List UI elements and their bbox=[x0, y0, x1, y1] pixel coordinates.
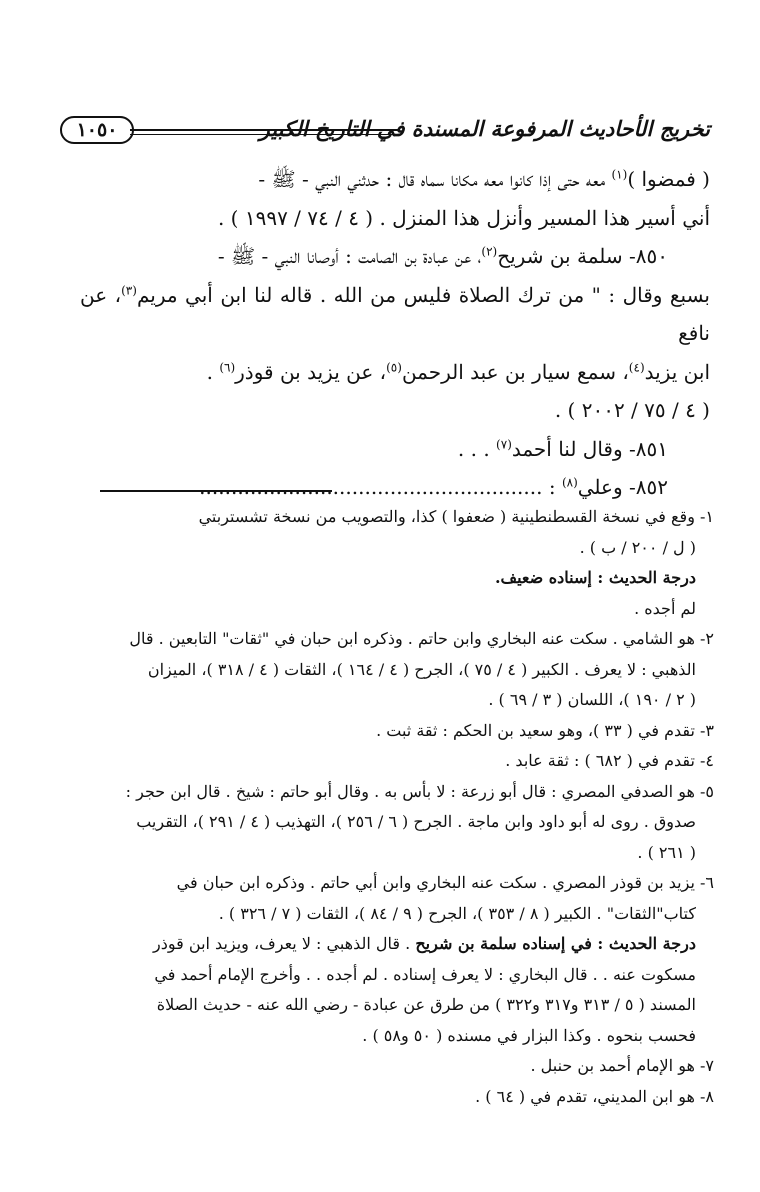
footnote-ref: (٨) bbox=[561, 475, 578, 490]
main-line bbox=[80, 353, 710, 392]
footnote-ref: (٤) bbox=[628, 359, 645, 374]
text-span: ٨٥٠- سلمة بن شريح bbox=[497, 244, 668, 268]
main-text bbox=[80, 160, 710, 507]
footnote-ref: (٧) bbox=[496, 436, 512, 451]
footnote-1-cont: لم أجده . bbox=[634, 598, 696, 618]
text-span: . قال الذهبي : لا يعرف، ويزيد ابن قوذر bbox=[153, 934, 411, 953]
footnote-1-cont: ( ل / ٢٠٠ / ب ) . bbox=[579, 537, 696, 557]
hadith-852-line bbox=[80, 468, 710, 507]
footnote-2-cont: ( ٢ / ١٩٠ )، اللسان ( ٣ / ٦٩ ) . bbox=[488, 690, 696, 709]
text-span: ، عن يزيد بن قوذر bbox=[235, 359, 387, 384]
footnote-6: ٦- يزيد بن قوذر المصري . سكت عنه البخاري وابن أبي حاتم . وذكره ابن حبان في bbox=[176, 873, 714, 892]
hadith-850-line bbox=[80, 237, 710, 276]
main-line bbox=[80, 276, 710, 353]
text-span: : ...................................................... bbox=[199, 475, 562, 499]
text-span: ٨٥٢- وعلي bbox=[577, 475, 668, 499]
footnote-5-cont: ( ٢٦١ ) . bbox=[637, 842, 696, 862]
footnote-ref: (٣) bbox=[121, 282, 137, 297]
footnote-6-cont bbox=[78, 929, 714, 960]
text-span: . bbox=[206, 359, 220, 384]
page-header bbox=[60, 112, 710, 148]
hadith-grade: درجة الحديث : في إسناده سلمة بن شريح bbox=[415, 934, 696, 953]
footnote-2-cont: الذهبي : لا يعرف . الكبير ( ٤ / ٧٥ )، الجرح ( ٤ / ١٦٤ )، الثقات ( ٤ / ٣١٨ )، الميزان bbox=[147, 659, 696, 679]
text-span: بسبع وقال : " من ترك الصلاة فليس من الله . قاله لنا ابن أبي مريم bbox=[136, 282, 710, 307]
hadith-851-line bbox=[80, 430, 710, 469]
main-line: أني أسير هذا المسير وأنزل هذا المنزل . ( ٤ / ٧٤ / ١٩٩٧ ) . bbox=[217, 205, 710, 230]
footnote-6-cont: كتاب"الثقات" . الكبير ( ٨ / ٣٥٣ )، الجرح ( ٩ / ٨٤ )، الثقات ( ٧ / ٣٢٦ ) . bbox=[218, 903, 696, 923]
footnote-7: ٧- هو الإمام أحمد بن حنبل . bbox=[530, 1056, 714, 1075]
footnote-ref: (٦) bbox=[219, 359, 236, 374]
text-span: ، سمع سيار بن عبد الرحمن bbox=[401, 359, 629, 384]
footnote-3: ٣- تقدم في ( ٣٣ )، وهو سعيد بن الحكم : ثقة ثبت . bbox=[376, 720, 714, 740]
footnote-8: ٨- هو ابن المديني، تقدم في ( ٦٤ ) . bbox=[475, 1086, 714, 1106]
footnote-5-cont: صدوق . روى له أبو داود وابن ماجة . الجرح ( ٦ / ٢٥٦ )، التهذيب ( ٤ / ٢٩١ )، التقريب bbox=[136, 812, 696, 831]
hadith-grade: درجة الحديث : إسناده ضعيف. bbox=[494, 568, 696, 587]
text-span: ٨٥١- وقال لنا أحمد bbox=[511, 436, 668, 461]
footnotes bbox=[78, 502, 714, 1112]
footnote-2: ٢- هو الشامي . سكت عنه البخاري وابن حاتم . وذكره ابن حبان في "ثقات" التابعين . قال bbox=[129, 629, 714, 648]
text-span: . . . bbox=[457, 436, 497, 461]
footnote-5: ٥- هو الصدفي المصري : قال أبو زرعة : لا بأس به . وقال أبو حاتم : شيخ . قال ابن حجر : bbox=[125, 781, 714, 801]
footnote-6-cont: المسند ( ٥ / ٣١٣ و٣١٧ و٣٢٢ ) من طرق عن عبادة - رضي الله عنه - حديث الصلاة bbox=[156, 995, 696, 1014]
footnote-ref: (٢) bbox=[481, 244, 498, 259]
text-span: ابن يزيد bbox=[644, 359, 710, 384]
text-span: ، عن عبادة بن الصامت : أوصانا النبي - ﷺ - bbox=[217, 244, 482, 268]
main-line bbox=[80, 160, 710, 199]
book-title: تخريج الأحاديث المرفوعة المسندة في التاريخ الكبير bbox=[259, 116, 710, 141]
footnote-6-cont: مسكوت عنه . . قال البخاري : لا يعرف إسناده . لم أجده . . وأخرج الإمام أحمد في bbox=[154, 964, 696, 984]
text-span: معه حتى إذا كانوا معه مكانا سماه قال : حدثني النبي - ﷺ - bbox=[258, 167, 612, 191]
text-span: ، عن نافع bbox=[80, 282, 710, 345]
text-span: ( فمضوا ) bbox=[627, 167, 710, 191]
footnote-ref: (٥) bbox=[386, 359, 402, 374]
page-number: ١٠٥٠ bbox=[60, 116, 134, 144]
header-rule-thin bbox=[130, 134, 400, 135]
footnote-ref: (١) bbox=[611, 167, 628, 182]
main-line: ( ٤ / ٧٥ / ٢٠٠٢ ) . bbox=[554, 398, 710, 422]
footnote-6-cont: فحسب بنحوه . وكذا البزار في مسنده ( ٥٠ و٥٨ ) . bbox=[362, 1025, 696, 1045]
footnote-4: ٤- تقدم في ( ٦٨٢ ) : ثقة عابد . bbox=[505, 751, 714, 770]
header-rule bbox=[130, 129, 400, 131]
footnote-separator bbox=[100, 490, 332, 492]
footnote-1: ١- وقع في نسخة القسطنطينية ( ضعفوا ) كذا، والتصويب من نسخة تشستربتي bbox=[198, 507, 714, 526]
